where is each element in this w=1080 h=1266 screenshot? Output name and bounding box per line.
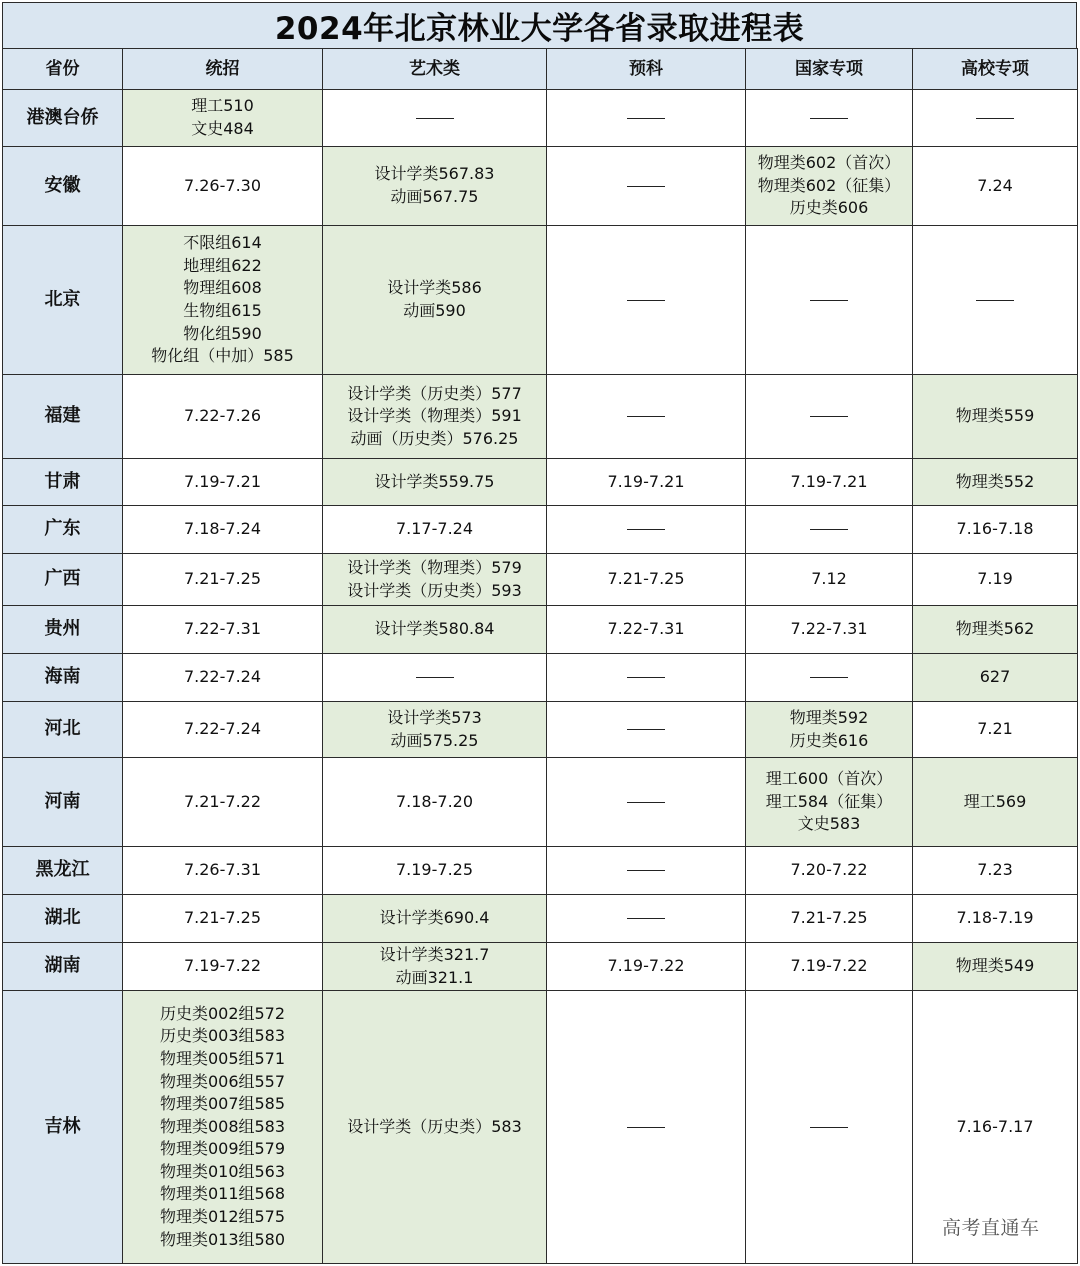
- cell-line: 7.12: [811, 569, 847, 589]
- preparatory-cell: [547, 606, 746, 654]
- cell-line: 物理类592: [789, 707, 869, 727]
- cell-line: 设计学类690.4: [379, 908, 490, 928]
- art-cell: [323, 554, 547, 606]
- cell-line: 7.26-7.30: [183, 175, 262, 195]
- university-special-cell: [913, 459, 1078, 506]
- province-cell: 黑龙江: [3, 847, 123, 895]
- cell-line: 7.18-7.19: [956, 908, 1034, 928]
- cell-line: 设计学类573: [387, 707, 482, 727]
- header-row: [3, 49, 1078, 90]
- cell-line: 物理类559: [955, 406, 1035, 426]
- university-special-cell: [913, 943, 1078, 991]
- cell-line: 理工569: [963, 791, 1027, 811]
- art-cell: [323, 90, 547, 147]
- cell-line: 物理类602（首次）: [757, 153, 901, 173]
- cell-line: 设计学类（物理类）579: [347, 557, 522, 577]
- general-cell: [123, 758, 323, 847]
- general-cell: [123, 847, 323, 895]
- national-special-cell: [746, 847, 913, 895]
- table-row: [3, 90, 1078, 147]
- cell-line: 设计学类586: [387, 278, 482, 298]
- preparatory-cell: [547, 654, 746, 702]
- cell-line: 7.21: [977, 719, 1013, 739]
- cell-line: 动画590: [403, 301, 466, 320]
- general-cell: [123, 226, 323, 375]
- general-cell: [123, 459, 323, 506]
- empty-dash: [416, 118, 454, 119]
- preparatory-cell: [547, 758, 746, 847]
- national-special-cell: [746, 654, 913, 702]
- preparatory-cell: [547, 226, 746, 375]
- national-special-cell: [746, 606, 913, 654]
- cell-line: 不限组614: [183, 233, 262, 253]
- header-preparatory: 预科: [547, 49, 746, 90]
- cell-line: 7.22-7.26: [183, 406, 262, 426]
- cell-line: 文史484: [191, 119, 254, 138]
- cell-line: 理工510: [191, 96, 254, 116]
- empty-dash: [810, 300, 848, 301]
- art-cell: [323, 702, 547, 758]
- general-cell: [123, 147, 323, 226]
- cell-line: 物化组（中加）585: [151, 346, 294, 366]
- preparatory-cell: [547, 991, 746, 1264]
- art-cell: [323, 895, 547, 943]
- table-row: [3, 991, 1078, 1264]
- art-cell: [323, 375, 547, 459]
- table-row: [3, 506, 1078, 554]
- cell-line: 设计学类559.75: [374, 471, 495, 491]
- cell-line: 7.19-7.21: [790, 471, 868, 491]
- preparatory-cell: [547, 90, 746, 147]
- national-special-cell: [746, 758, 913, 847]
- header-art: 艺术类: [323, 49, 547, 90]
- general-cell: [123, 702, 323, 758]
- table-row: [3, 147, 1078, 226]
- cell-line: 7.22-7.24: [183, 719, 262, 739]
- cell-line: 7.22-7.31: [790, 619, 868, 639]
- art-cell: [323, 654, 547, 702]
- cell-line: 7.19-7.25: [395, 860, 474, 880]
- university-special-cell: [913, 606, 1078, 654]
- cell-line: 7.20-7.22: [790, 860, 868, 880]
- empty-dash: [810, 677, 848, 678]
- empty-dash: [810, 118, 848, 119]
- cell-line: 历史类606: [789, 198, 869, 218]
- empty-dash: [627, 300, 665, 301]
- preparatory-cell: [547, 375, 746, 459]
- empty-dash: [976, 300, 1014, 301]
- cell-line: 物化组590: [183, 323, 262, 343]
- table-row: [3, 654, 1078, 702]
- table-row: [3, 943, 1078, 991]
- province-cell: 吉林: [3, 991, 123, 1264]
- province-cell: 广东: [3, 506, 123, 554]
- cell-line: 7.18-7.20: [395, 791, 474, 811]
- cell-line: 设计学类321.7: [379, 944, 490, 964]
- empty-dash: [976, 118, 1014, 119]
- cell-line: 物理类008组583: [159, 1116, 286, 1136]
- cell-line: 动画567.75: [390, 187, 479, 206]
- cell-line: 设计学类580.84: [374, 619, 495, 639]
- empty-dash: [810, 1127, 848, 1128]
- university-special-cell: [913, 758, 1078, 847]
- cell-line: 物理类010组563: [159, 1161, 286, 1181]
- university-special-cell: [913, 375, 1078, 459]
- cell-line: 历史类002组572: [159, 1003, 286, 1023]
- cell-line: 7.19-7.22: [183, 956, 262, 976]
- university-special-cell: [913, 702, 1078, 758]
- cell-line: 物理类007组585: [159, 1094, 286, 1114]
- province-cell: 湖南: [3, 943, 123, 991]
- preparatory-cell: [547, 554, 746, 606]
- preparatory-cell: [547, 459, 746, 506]
- national-special-cell: [746, 506, 913, 554]
- cell-line: 7.19-7.21: [183, 471, 262, 491]
- cell-line: 物理类005组571: [159, 1048, 286, 1068]
- table-row: [3, 702, 1078, 758]
- art-cell: [323, 758, 547, 847]
- empty-dash: [627, 416, 665, 417]
- cell-line: 物理类012组575: [159, 1207, 286, 1227]
- national-special-cell: [746, 702, 913, 758]
- cell-line: 627: [979, 667, 1011, 687]
- table-row: [3, 606, 1078, 654]
- province-cell: 广西: [3, 554, 123, 606]
- province-cell: 福建: [3, 375, 123, 459]
- cell-line: 设计学类（物理类）591: [347, 406, 522, 426]
- table-row: [3, 895, 1078, 943]
- province-cell: 湖北: [3, 895, 123, 943]
- university-special-cell: [913, 847, 1078, 895]
- table-row: [3, 226, 1078, 375]
- table-row: [3, 459, 1078, 506]
- empty-dash: [627, 918, 665, 919]
- province-cell: 河南: [3, 758, 123, 847]
- cell-line: 7.21-7.22: [183, 791, 262, 811]
- empty-dash: [627, 802, 665, 803]
- header-university-special: 高校专项: [913, 49, 1078, 90]
- general-cell: [123, 606, 323, 654]
- cell-line: 7.19: [977, 569, 1013, 589]
- province-cell: 甘肃: [3, 459, 123, 506]
- cell-line: 物理类009组579: [159, 1139, 286, 1159]
- table-title: 2024年北京林业大学各省录取进程表: [2, 2, 1077, 48]
- cell-line: 历史类003组583: [159, 1026, 286, 1046]
- national-special-cell: [746, 943, 913, 991]
- cell-line: 物理类013组580: [159, 1229, 286, 1249]
- art-cell: [323, 991, 547, 1264]
- preparatory-cell: [547, 147, 746, 226]
- national-special-cell: [746, 895, 913, 943]
- cell-line: 动画575.25: [390, 730, 479, 750]
- table-row: [3, 375, 1078, 459]
- cell-line: 7.17-7.24: [395, 519, 474, 539]
- cell-line: 物理类602（征集）: [757, 175, 901, 195]
- empty-dash: [627, 186, 665, 187]
- preparatory-cell: [547, 895, 746, 943]
- cell-line: 7.16-7.17: [956, 1116, 1034, 1136]
- cell-line: 物理类552: [955, 471, 1035, 491]
- cell-line: 文史583: [797, 814, 861, 834]
- cell-line: 历史类616: [789, 730, 869, 750]
- general-cell: [123, 506, 323, 554]
- cell-line: 7.23: [977, 860, 1013, 880]
- cell-line: 7.24: [977, 175, 1013, 195]
- university-special-cell: [913, 895, 1078, 943]
- art-cell: [323, 147, 547, 226]
- university-special-cell: [913, 554, 1078, 606]
- general-cell: [123, 991, 323, 1264]
- watermark: 高考直通车: [942, 1217, 1040, 1239]
- national-special-cell: [746, 147, 913, 226]
- preparatory-cell: [547, 847, 746, 895]
- empty-dash: [627, 870, 665, 871]
- general-cell: [123, 554, 323, 606]
- art-cell: [323, 606, 547, 654]
- header-province: 省份: [3, 49, 123, 90]
- cell-line: 7.18-7.24: [183, 519, 262, 539]
- cell-line: 7.21-7.25: [183, 908, 262, 928]
- table-row: [3, 758, 1078, 847]
- empty-dash: [627, 118, 665, 119]
- cell-line: 理工600（首次）: [765, 769, 893, 789]
- cell-line: 7.19-7.22: [607, 956, 685, 976]
- cell-line: 设计学类（历史类）577: [347, 383, 522, 403]
- cell-line: 生物组615: [183, 301, 262, 320]
- cell-line: 物理组608: [183, 278, 262, 298]
- national-special-cell: [746, 991, 913, 1264]
- national-special-cell: [746, 554, 913, 606]
- province-cell: 贵州: [3, 606, 123, 654]
- general-cell: [123, 90, 323, 147]
- cell-line: 物理类562: [955, 619, 1035, 639]
- national-special-cell: [746, 90, 913, 147]
- empty-dash: [627, 729, 665, 730]
- national-special-cell: [746, 226, 913, 375]
- art-cell: [323, 847, 547, 895]
- cell-line: 7.21-7.25: [607, 569, 685, 589]
- preparatory-cell: [547, 943, 746, 991]
- empty-dash: [810, 416, 848, 417]
- cell-line: 设计学类（历史类）583: [347, 1116, 522, 1136]
- province-cell: 海南: [3, 654, 123, 702]
- cell-line: 7.22-7.24: [183, 667, 262, 687]
- cell-line: 动画（历史类）576.25: [350, 428, 519, 448]
- cell-line: 物理类549: [955, 956, 1035, 976]
- national-special-cell: [746, 375, 913, 459]
- general-cell: [123, 654, 323, 702]
- empty-dash: [627, 529, 665, 530]
- header-national-special: 国家专项: [746, 49, 913, 90]
- cell-line: 动画321.1: [395, 967, 474, 987]
- art-cell: [323, 943, 547, 991]
- general-cell: [123, 943, 323, 991]
- cell-line: 地理组622: [183, 255, 262, 275]
- empty-dash: [810, 529, 848, 530]
- preparatory-cell: [547, 506, 746, 554]
- national-special-cell: [746, 459, 913, 506]
- table-row: [3, 554, 1078, 606]
- art-cell: [323, 506, 547, 554]
- empty-dash: [627, 677, 665, 678]
- cell-line: 7.22-7.31: [607, 619, 685, 639]
- cell-line: 物理类011组568: [159, 1184, 286, 1204]
- cell-line: 设计学类（历史类）593: [347, 580, 522, 600]
- admission-table: [2, 48, 1078, 1264]
- header-general: 统招: [123, 49, 323, 90]
- table-row: [3, 847, 1078, 895]
- province-cell: 港澳台侨: [3, 90, 123, 147]
- general-cell: [123, 895, 323, 943]
- empty-dash: [627, 1127, 665, 1128]
- university-special-cell: [913, 654, 1078, 702]
- art-cell: [323, 459, 547, 506]
- province-cell: 安徽: [3, 147, 123, 226]
- cell-line: 理工584（征集）: [765, 791, 893, 811]
- general-cell: [123, 375, 323, 459]
- art-cell: [323, 226, 547, 375]
- university-special-cell: [913, 90, 1078, 147]
- cell-line: 设计学类567.83: [374, 164, 495, 184]
- university-special-cell: [913, 147, 1078, 226]
- cell-line: 7.22-7.31: [183, 619, 262, 639]
- cell-line: 7.26-7.31: [183, 860, 262, 880]
- empty-dash: [416, 677, 454, 678]
- cell-line: 7.19-7.21: [607, 471, 685, 491]
- province-cell: 河北: [3, 702, 123, 758]
- preparatory-cell: [547, 702, 746, 758]
- cell-line: 7.16-7.18: [956, 519, 1034, 539]
- university-special-cell: [913, 226, 1078, 375]
- cell-line: 7.21-7.25: [183, 569, 262, 589]
- university-special-cell: [913, 506, 1078, 554]
- cell-line: 物理类006组557: [159, 1071, 286, 1091]
- province-cell: 北京: [3, 226, 123, 375]
- cell-line: 7.19-7.22: [790, 956, 868, 976]
- cell-line: 7.21-7.25: [790, 908, 868, 928]
